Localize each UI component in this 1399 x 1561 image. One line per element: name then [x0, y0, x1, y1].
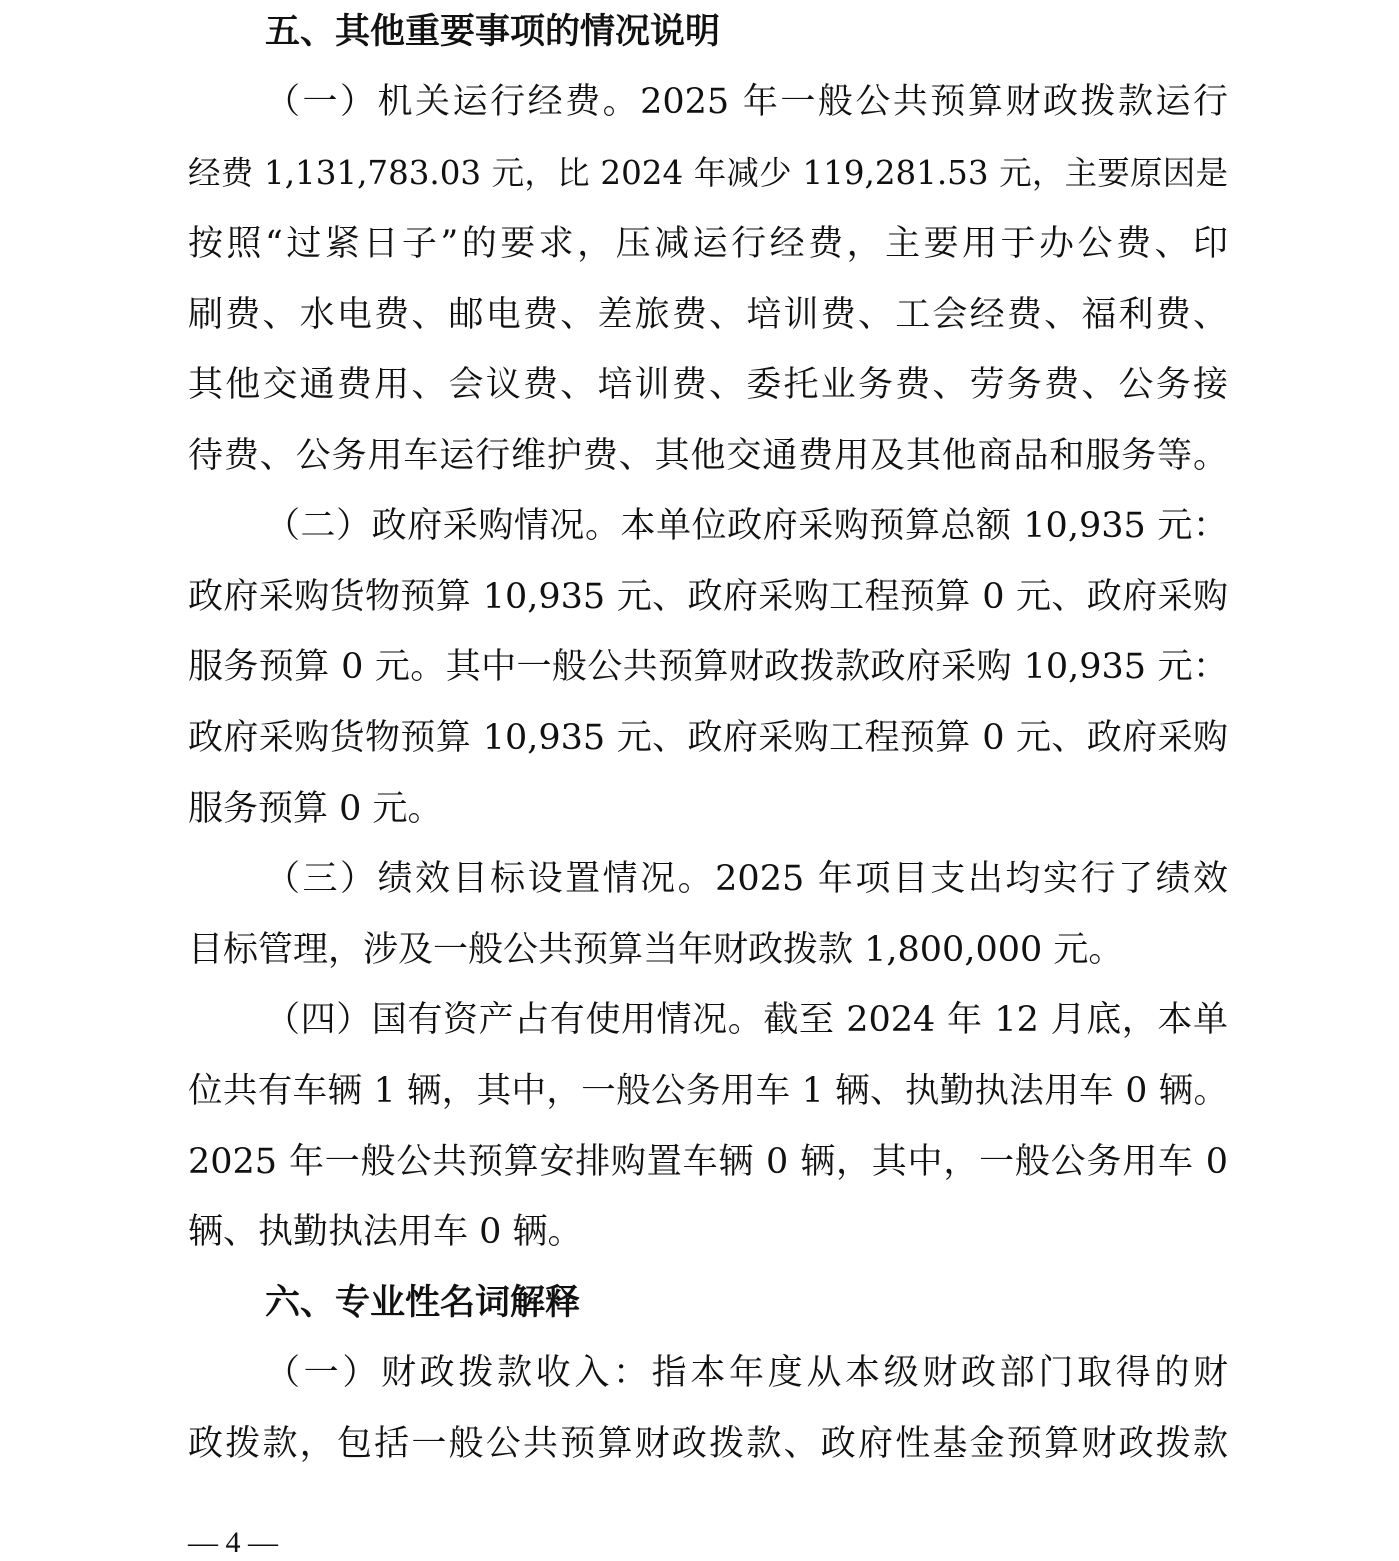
paragraph-line: （一）财政拨款收入：指本年度从本级财政部门取得的财 — [265, 1353, 1228, 1393]
section-heading-other-matters: 五、其他重要事项的情况说明 — [265, 12, 721, 52]
paragraph-line: 政府采购货物预算 10,935 元、政府采购工程预算 0 元、政府采购 — [188, 718, 1228, 758]
paragraph-line: 目标管理，涉及一般公共预算当年财政拨款 1,800,000 元。 — [188, 930, 1124, 970]
paragraph-line: （一）机关运行经费。2025 年一般公共预算财政拨款运行 — [265, 82, 1228, 122]
paragraph-line: 政府采购货物预算 10,935 元、政府采购工程预算 0 元、政府采购 — [188, 577, 1228, 617]
paragraph-line: 待费、公务用车运行维护费、其他交通费用及其他商品和服务等。 — [188, 436, 1228, 476]
paragraph-line: 刷费、水电费、邮电费、差旅费、培训费、工会经费、福利费、 — [188, 295, 1228, 335]
paragraph-line: 位共有车辆 1 辆，其中，一般公务用车 1 辆、执勤执法用车 0 辆。 — [188, 1071, 1228, 1111]
paragraph-line: 2025 年一般公共预算安排购置车辆 0 辆，其中，一般公务用车 0 — [188, 1142, 1228, 1182]
section-heading-terms: 六、专业性名词解释 — [265, 1283, 581, 1323]
page-number: — 4 — — [188, 1526, 278, 1559]
paragraph-line: 按照“过紧日子”的要求，压减运行经费，主要用于办公费、印 — [188, 224, 1228, 264]
paragraph-line: （四）国有资产占有使用情况。截至 2024 年 12 月底，本单 — [265, 1000, 1228, 1040]
paragraph-line: 其他交通费用、会议费、培训费、委托业务费、劳务费、公务接 — [188, 365, 1228, 405]
paragraph-line: 辆、执勤执法用车 0 辆。 — [188, 1212, 583, 1252]
paragraph-line: 经费 1,131,783.03 元，比 2024 年减少 119,281.53 元，主要原因是 — [188, 154, 1228, 192]
paragraph-line: 服务预算 0 元。其中一般公共预算财政拨款政府采购 10,935 元： — [188, 647, 1228, 687]
paragraph-line: 政拨款，包括一般公共预算财政拨款、政府性基金预算财政拨款 — [188, 1424, 1228, 1464]
paragraph-line: （二）政府采购情况。本单位政府采购预算总额 10,935 元： — [265, 506, 1228, 546]
paragraph-line: 服务预算 0 元。 — [188, 789, 443, 829]
paragraph-line: （三）绩效目标设置情况。2025 年项目支出均实行了绩效 — [265, 859, 1228, 899]
